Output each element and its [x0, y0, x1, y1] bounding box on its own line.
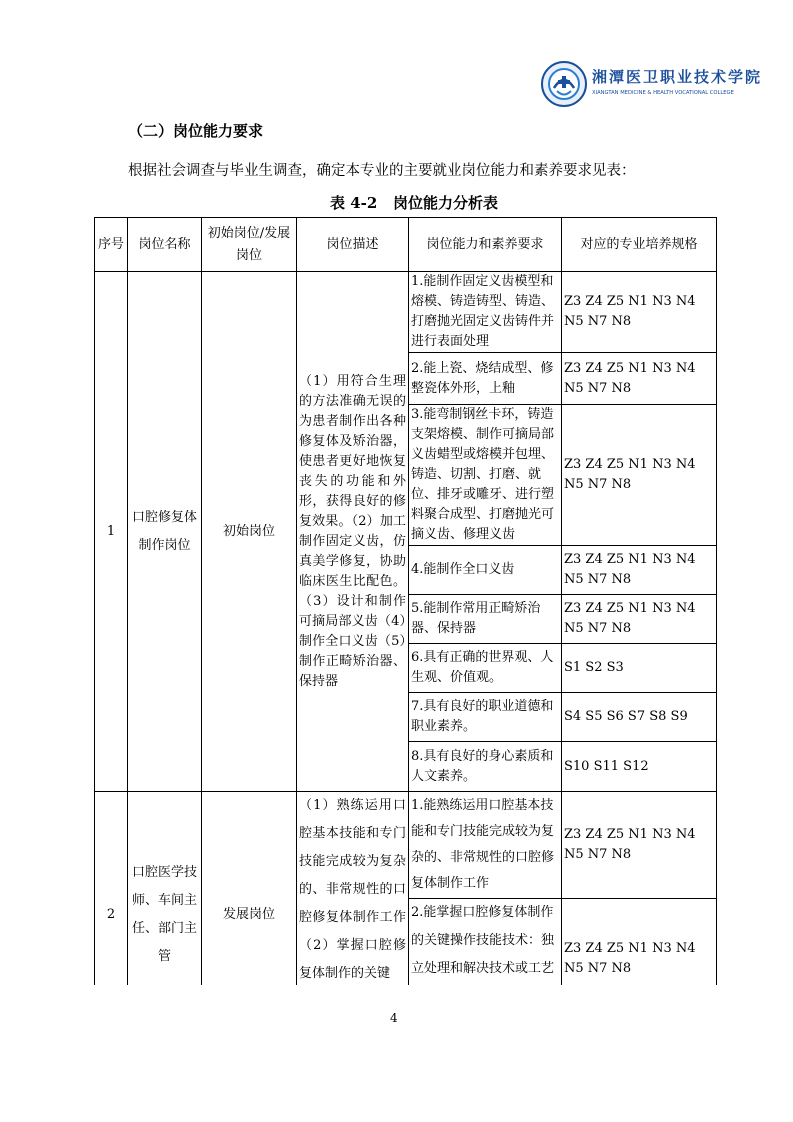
school-name-cn: 湘潭医卫职业技术学院	[592, 68, 763, 86]
standards-cell: S1 S2 S3	[562, 644, 717, 693]
requirement-cell: 1.能制作固定义齿模型和熔模、铸造铸型、铸造、打磨抛光固定义齿铸件并进行表面处理	[409, 272, 562, 353]
requirement-cell: 7.具有良好的职业道德和职业素养。	[409, 693, 562, 742]
row-description: （1）熟练运用口腔基本技能和专门技能完成较为复杂的、非常规性的口腔修复体制作工作（2）掌握口腔修复体制作的关键	[297, 792, 409, 1039]
header-description: 岗位描述	[297, 218, 409, 272]
standards-cell: Z3 Z4 Z5 N1 N3 N4 N5 N7 N8	[562, 899, 717, 1039]
standards-cell: Z3 Z4 Z5 N1 N3 N4 N5 N7 N8	[562, 405, 717, 546]
header-type: 初始岗位/发展岗位	[202, 218, 297, 272]
header-standards: 对应的专业培养规格	[562, 218, 717, 272]
row-no: 2	[95, 792, 128, 1039]
row-position: 口腔医学技师、车间主任、部门主管	[128, 792, 202, 1039]
standards-cell: Z3 Z4 Z5 N1 N3 N4 N5 N7 N8	[562, 272, 717, 353]
school-emblem-icon	[540, 60, 588, 108]
header-no: 序号	[95, 218, 128, 272]
table-caption: 表 4-2 岗位能力分析表	[330, 194, 498, 212]
requirement-cell: 6.具有正确的世界观、人生观、价值观。	[409, 644, 562, 693]
row-position: 口腔修复体制作岗位	[128, 272, 202, 792]
requirement-cell: 8.具有良好的身心素质和人文素养。	[409, 742, 562, 792]
standards-cell: Z3 Z4 Z5 N1 N3 N4 N5 N7 N8	[562, 353, 717, 405]
header-position: 岗位名称	[128, 218, 202, 272]
requirement-cell: 1.能熟练运用口腔基本技能和专门技能完成较为复杂的、非常规性的口腔修复体制作工作	[409, 792, 562, 899]
requirement-cell: 3.能弯制钢丝卡环，铸造支架熔模、制作可摘局部义齿蜡型或熔模并包埋、铸造、切割、打磨、就位、排牙或雕牙、进行塑料聚合成型、打磨抛光可摘义齿、修理义齿	[409, 405, 562, 546]
row-no: 1	[95, 272, 128, 792]
row-description: （1）用符合生理的方法准确无误的为患者制作出各种修复体及矫治器，使患者更好地恢复丧失的功能和外形，获得良好的修复效果。（2）加工制作固定义齿，仿真美学修复，协助临床医生比配色。（3）设计和制作可摘局部义齿（4）制作全口义齿（5）制作正畸矫治器、保持器	[297, 272, 409, 792]
school-logo	[540, 60, 763, 112]
row-type: 发展岗位	[202, 792, 297, 1039]
table-header-row	[95, 218, 717, 272]
standards-cell: Z3 Z4 Z5 N1 N3 N4 N5 N7 N8	[562, 792, 717, 899]
table-row	[95, 792, 717, 899]
requirement-cell: 2.能掌握口腔修复体制作的关键操作技能技术：独立处理和解决技术或工艺	[409, 899, 562, 1039]
requirement-cell: 5.能制作常用正畸矫治器、保持器	[409, 595, 562, 644]
standards-cell: S10 S11 S12	[562, 742, 717, 792]
table-row	[95, 272, 717, 353]
page-number: 4	[390, 1011, 398, 1025]
section-heading: （二）岗位能力要求	[128, 122, 264, 140]
requirement-cell: 2.能上瓷、烧结成型、修整瓷体外形，上釉	[409, 353, 562, 405]
standards-cell: Z3 Z4 Z5 N1 N3 N4 N5 N7 N8	[562, 546, 717, 595]
position-ability-table	[94, 217, 717, 1039]
page-bottom-margin	[0, 985, 793, 1122]
school-name-en: XIANGTAN MEDICINE & HEALTH VOCATIONAL COLLEGE	[592, 90, 734, 96]
intro-paragraph: 根据社会调查与毕业生调查，确定本专业的主要就业岗位能力和素养要求见表：	[128, 163, 636, 179]
header-requirements: 岗位能力和素养要求	[409, 218, 562, 272]
standards-cell: S4 S5 S6 S7 S8 S9	[562, 693, 717, 742]
row-type: 初始岗位	[202, 272, 297, 792]
requirement-cell: 4.能制作全口义齿	[409, 546, 562, 595]
standards-cell: Z3 Z4 Z5 N1 N3 N4 N5 N7 N8	[562, 595, 717, 644]
